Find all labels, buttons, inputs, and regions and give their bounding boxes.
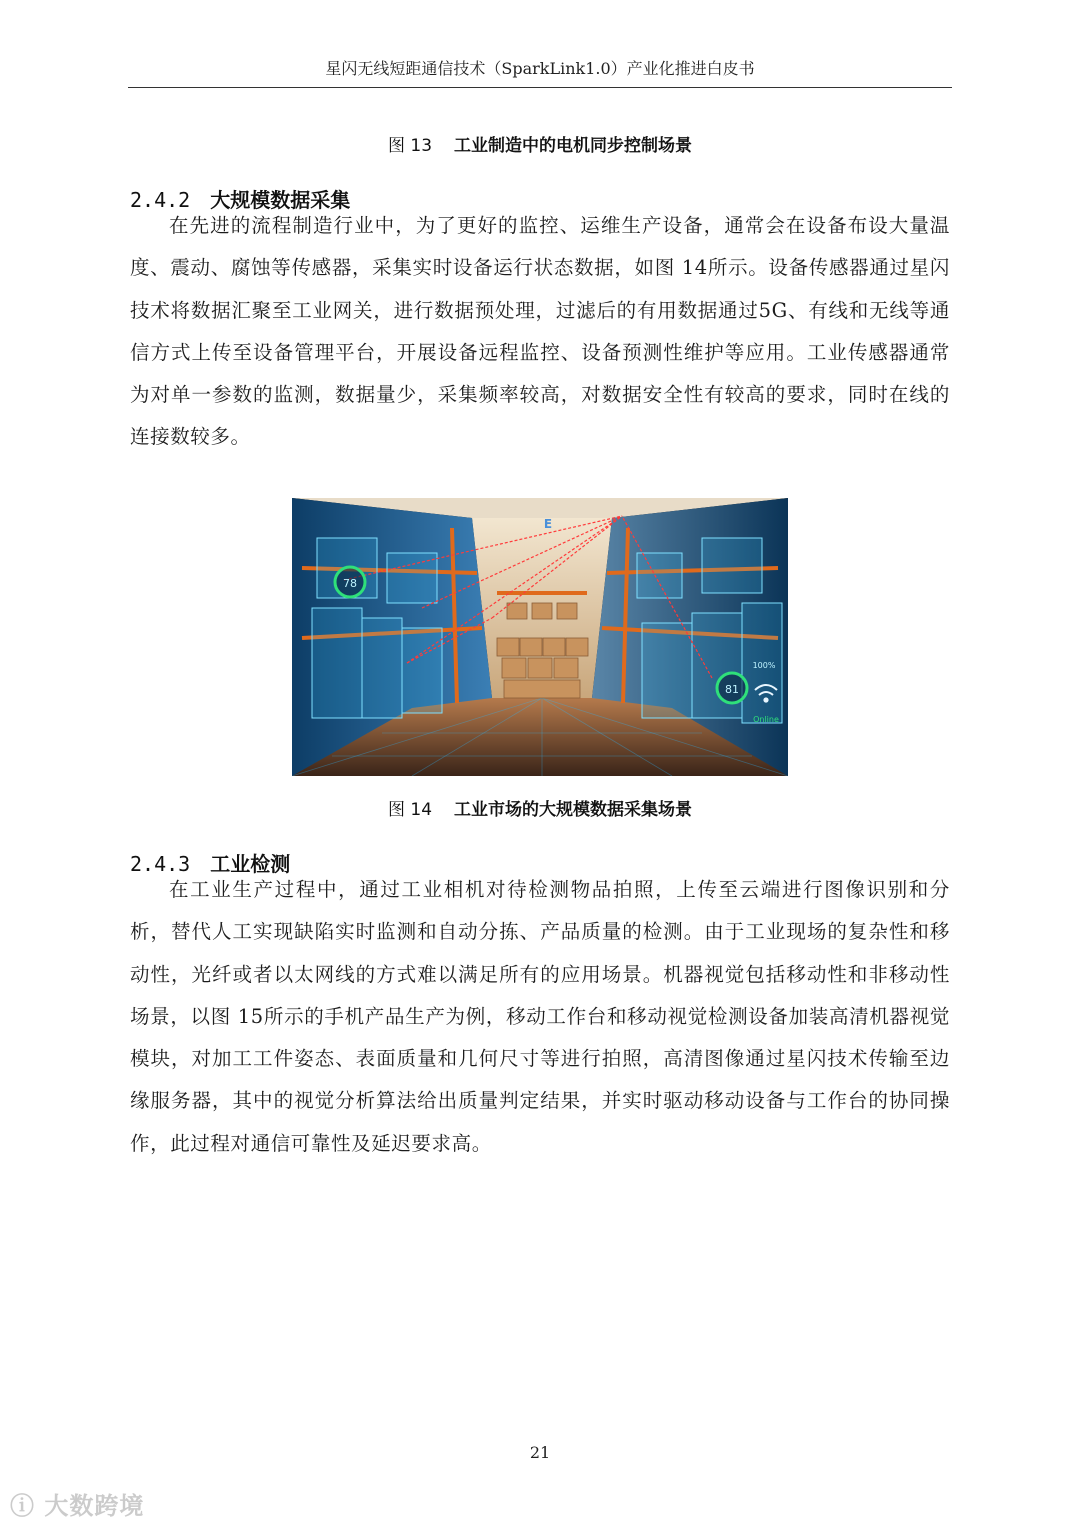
section-2-4-3-number: 2.4.3 [130, 852, 191, 876]
section-2-4-3-title: 工业检测 [210, 852, 291, 876]
figure-13-caption [0, 131, 1080, 156]
left-gauge-icon [335, 567, 365, 597]
section-2-4-2-title: 大规模数据采集 [210, 188, 351, 212]
aisle-sign: E [543, 517, 553, 531]
section-2-4-2-number: 2.4.2 [130, 188, 191, 212]
watermark-icon: ⓘ [10, 1492, 35, 1520]
svg-text:100%: 100% [752, 661, 776, 670]
svg-text:81: 81 [725, 683, 739, 696]
watermark-logo: ⓘ 大数跨境 [10, 1492, 145, 1520]
figure-13-number: 图 13 [387, 136, 433, 156]
figure-14-caption [0, 795, 1080, 820]
svg-text:Online: Online [753, 715, 779, 724]
section-2-4-2-paragraph: 在先进的流程制造行业中，为了更好的监控、运维生产设备，通常会在设备布设大量温度、震动、腐蚀等传感器，采集实时设备运行状态数据，如图 14所示。设备传感器通过星闪技术将数据汇聚至工业网关，进行数据预处理，过滤后的有用数据通过5G、有线和无线等通信方式上传至设备管理平台，开展设备远程监控、设备预测性维护等应用。工业传感器通常为对单一参数的监测，数据量少，采集频率较高，对数据安全性有较高的要求，同时在线的连接数较多。 [130, 214, 950, 449]
svg-text:78: 78 [343, 577, 357, 590]
figure-14-caption-text: 工业市场的大规模数据采集场景 [454, 800, 693, 820]
document-header: 星闪无线短距通信技术（SparkLink1.0）产业化推进白皮书 [128, 56, 952, 88]
figure-13-caption-text: 工业制造中的电机同步控制场景 [454, 136, 693, 156]
section-2-4-3-paragraph: 在工业生产过程中，通过工业相机对待检测物品拍照，上传至云端进行图像识别和分析，替代人工实现缺陷实时监测和自动分拣、产品质量的检测。由于工业现场的复杂性和移动性，光纤或者以太网线的方式难以满足所有的应用场景。机器视觉包括移动性和非移动性场景，以图 15所示的手机产品生产为例，移动工作台和移动视觉检测设备加装高清机器视觉模块，对加工工件姿态、表面质量和几何尺寸等进行拍照，高清图像通过星闪技术传输至边缘服务器，其中的视觉分析算法给出质量判定结果，并实时驱动移动设备与工作台的协同操作，此过程对通信可靠性及延迟要求高。 [130, 878, 950, 1155]
page-number: 21 [529, 1443, 551, 1462]
warehouse-data-collection-image [292, 498, 788, 776]
figure-14-number: 图 14 [387, 800, 433, 820]
